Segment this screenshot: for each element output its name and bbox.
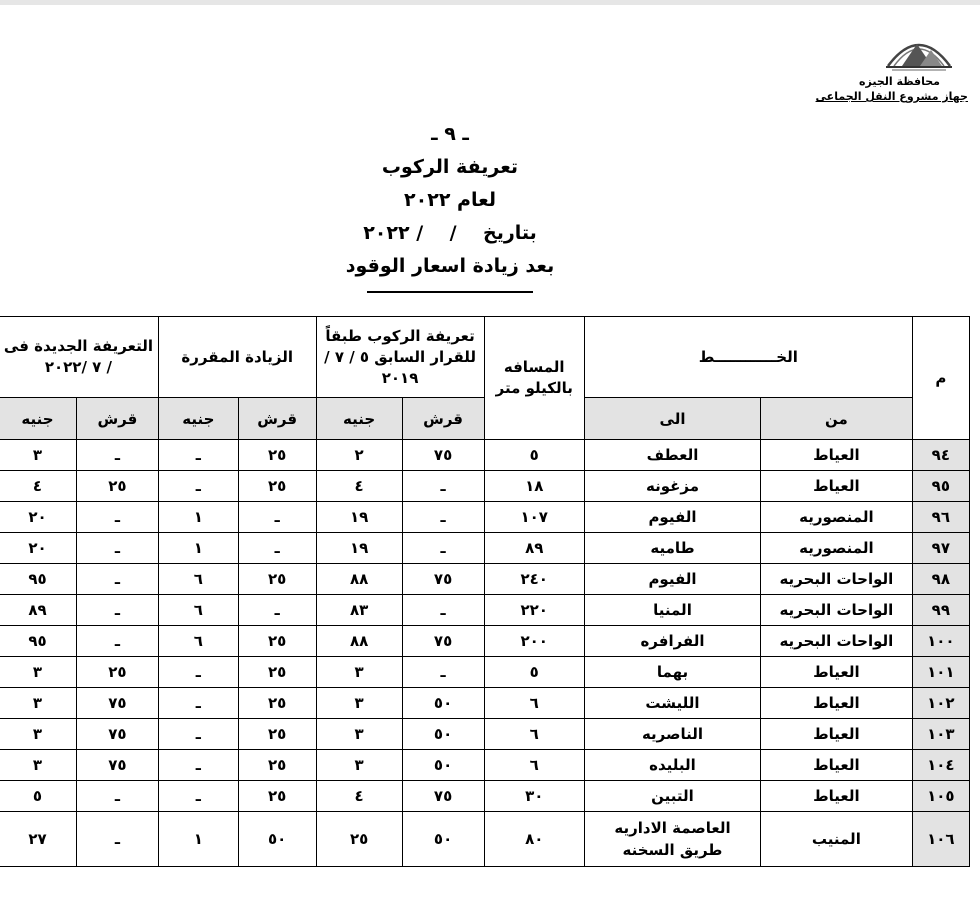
increase-piaster: ٢٥ [238,781,316,812]
new-fare-piaster: ـ [76,564,158,595]
old-fare-piaster: ـ [402,533,484,564]
route-from: العياط [761,781,913,812]
fare-table [0,316,970,867]
old-fare-piaster: ٥٠ [402,750,484,781]
route-to-line: بهما [656,663,689,681]
new-fare-pound: ٣ [0,719,76,750]
increase-piaster: ٢٥ [238,626,316,657]
old-fare-pound: ٨٨ [316,626,402,657]
distance-km: ٢٤٠ [484,564,584,595]
header-old-pound: جنيه [316,398,402,440]
route-to-line: الليشت [645,694,700,712]
old-fare-pound: ٣ [316,688,402,719]
increase-piaster: ـ [238,595,316,626]
old-fare-piaster: ٥٠ [402,812,484,867]
route-from: العياط [761,471,913,502]
new-fare-piaster: ـ [76,502,158,533]
route-to [584,719,760,750]
table-row [0,440,970,471]
route-to-line: طريق السخنه [622,841,723,859]
new-fare-piaster: ـ [76,781,158,812]
row-number: ١٠٤ [912,750,969,781]
table-row [0,502,970,533]
header-inc-piaster: قرش [238,398,316,440]
header-m: م [912,317,969,440]
route-to-line: العاصمة الاداريه [614,819,731,837]
route-to [584,440,760,471]
old-fare-piaster: ٧٥ [402,626,484,657]
distance-km: ٦ [484,688,584,719]
increase-pound: ١ [158,533,238,564]
old-fare-pound: ٣ [316,719,402,750]
governorate-name: محافظة الجيزه [859,75,940,88]
agency-name: جهاز مشروع النقل الجماعى [815,90,968,103]
header-new-fare: التعريفة الجديدة فى / ٧ /٢٠٢٢ [0,317,158,398]
increase-piaster: ٢٥ [238,471,316,502]
route-to-line: الفرافره [640,632,705,650]
new-fare-piaster: ٧٥ [76,688,158,719]
new-fare-pound: ٢٠ [0,533,76,564]
old-fare-pound: ٢ [316,440,402,471]
table-row [0,595,970,626]
new-fare-piaster: ٢٥ [76,657,158,688]
route-from: المنصوريه [761,502,913,533]
route-from: المنصوريه [761,533,913,564]
increase-piaster: ٢٥ [238,564,316,595]
table-row [0,471,970,502]
old-fare-piaster: ـ [402,595,484,626]
increase-piaster: ٢٥ [238,688,316,719]
route-to-line: الفيوم [648,570,697,588]
heading-underline [367,291,533,293]
table-row [0,688,970,719]
new-fare-pound: ٨٩ [0,595,76,626]
route-from: الواحات البحريه [761,626,913,657]
header-old-piaster: قرش [402,398,484,440]
new-fare-piaster: ـ [76,626,158,657]
route-from: الواحات البحريه [761,564,913,595]
route-to [584,502,760,533]
increase-pound: ٦ [158,626,238,657]
year-line: لعام ٢٠٢٢ [404,189,496,211]
table-row [0,657,970,688]
page-title: تعريفة الركوب [381,156,519,178]
distance-km: ١٠٧ [484,502,584,533]
route-to [584,471,760,502]
increase-pound: ١ [158,812,238,867]
increase-pound: ٦ [158,564,238,595]
old-fare-pound: ٣ [316,657,402,688]
old-fare-pound: ٣ [316,750,402,781]
row-number: ١٠٥ [912,781,969,812]
old-fare-pound: ١٩ [316,502,402,533]
distance-km: ٦ [484,750,584,781]
increase-pound: ـ [158,688,238,719]
increase-pound: ـ [158,440,238,471]
increase-piaster: ٢٥ [238,657,316,688]
route-to [584,564,760,595]
table-row [0,781,970,812]
new-fare-piaster: ٧٥ [76,750,158,781]
old-fare-pound: ١٩ [316,533,402,564]
subtitle: بعد زيادة اسعار الوقود [345,255,555,277]
new-fare-pound: ٢٧ [0,812,76,867]
document-heading [180,118,720,293]
old-fare-piaster: ٥٠ [402,688,484,719]
route-to-line: البليده [649,756,696,774]
header-inc-pound: جنيه [158,398,238,440]
new-fare-pound: ٣ [0,657,76,688]
new-fare-piaster: ـ [76,812,158,867]
route-to [584,657,760,688]
new-fare-pound: ٣ [0,750,76,781]
page-number: ـ ٩ ـ [431,123,469,145]
distance-km: ٥ [484,657,584,688]
table-row [0,564,970,595]
route-from: العياط [761,440,913,471]
row-number: ٩٦ [912,502,969,533]
new-fare-pound: ٣ [0,688,76,719]
new-fare-pound: ٤ [0,471,76,502]
route-to [584,688,760,719]
old-fare-piaster: ـ [402,502,484,533]
letterhead [798,30,968,104]
row-number: ٩٥ [912,471,969,502]
old-fare-pound: ٨٨ [316,564,402,595]
old-fare-pound: ٨٣ [316,595,402,626]
route-from: المنيب [761,812,913,867]
distance-km: ٢٢٠ [484,595,584,626]
increase-piaster: ٢٥ [238,719,316,750]
header-distance: المسافه بالكيلو متر [484,317,584,440]
new-fare-pound: ٩٥ [0,564,76,595]
route-to [584,533,760,564]
new-fare-piaster: ـ [76,595,158,626]
route-to-line: مزغونه [645,477,699,495]
header-route: الخــــــــــــط [584,317,912,398]
route-to-line: الفيوم [648,508,697,526]
increase-piaster: ٢٥ [238,750,316,781]
table-row [0,719,970,750]
row-number: ١٠٦ [912,812,969,867]
top-scroll-edge [0,0,980,5]
increase-pound: ـ [158,471,238,502]
table-row [0,533,970,564]
row-number: ٩٨ [912,564,969,595]
distance-km: ٨٩ [484,533,584,564]
header-old-fare: تعريفة الركوب طبقاً للقرار السابق ٥ / ٧ / ٢٠١٩ [316,317,484,398]
row-number: ١٠٠ [912,626,969,657]
header-increase: الزيادة المقررة [158,317,316,398]
table-row [0,750,970,781]
increase-piaster: ـ [238,502,316,533]
old-fare-piaster: ٧٥ [402,564,484,595]
old-fare-pound: ٢٥ [316,812,402,867]
increase-piaster: ٥٠ [238,812,316,867]
pyramids-logo-icon [884,30,954,72]
header-new-piaster: قرش [76,398,158,440]
new-fare-pound: ٢٠ [0,502,76,533]
route-from: العياط [761,688,913,719]
new-fare-pound: ٣ [0,440,76,471]
route-from: الواحات البحريه [761,595,913,626]
row-number: ١٠٢ [912,688,969,719]
old-fare-piaster: ٧٥ [402,440,484,471]
route-from: العياط [761,719,913,750]
route-to-line: العطف [646,446,699,464]
new-fare-piaster: ـ [76,533,158,564]
row-number: ٩٩ [912,595,969,626]
old-fare-pound: ٤ [316,471,402,502]
route-from: العياط [761,657,913,688]
route-to [584,626,760,657]
increase-pound: ـ [158,750,238,781]
route-to-line: المنيا [653,601,692,619]
distance-km: ٦ [484,719,584,750]
header-from: من [761,398,913,440]
old-fare-piaster: ـ [402,471,484,502]
route-from: العياط [761,750,913,781]
new-fare-piaster: ٢٥ [76,471,158,502]
table-row [0,626,970,657]
row-number: ١٠١ [912,657,969,688]
new-fare-piaster: ٧٥ [76,719,158,750]
route-to-line: طاميه [650,539,695,557]
increase-pound: ـ [158,781,238,812]
header-new-pound: جنيه [0,398,76,440]
old-fare-piaster: ٧٥ [402,781,484,812]
date-line: بتاريخ / / ٢٠٢٢ [363,222,537,244]
route-to [584,812,760,867]
row-number: ١٠٣ [912,719,969,750]
old-fare-piaster: ـ [402,657,484,688]
old-fare-pound: ٤ [316,781,402,812]
increase-pound: ٦ [158,595,238,626]
increase-piaster: ٢٥ [238,440,316,471]
increase-pound: ـ [158,657,238,688]
distance-km: ٣٠ [484,781,584,812]
route-to [584,781,760,812]
new-fare-pound: ٥ [0,781,76,812]
distance-km: ١٨ [484,471,584,502]
distance-km: ٢٠٠ [484,626,584,657]
old-fare-piaster: ٥٠ [402,719,484,750]
distance-km: ٥ [484,440,584,471]
header-to: الى [584,398,760,440]
new-fare-pound: ٩٥ [0,626,76,657]
route-to [584,750,760,781]
increase-piaster: ـ [238,533,316,564]
row-number: ٩٤ [912,440,969,471]
new-fare-piaster: ـ [76,440,158,471]
distance-km: ٨٠ [484,812,584,867]
row-number: ٩٧ [912,533,969,564]
increase-pound: ـ [158,719,238,750]
table-row [0,812,970,867]
route-to [584,595,760,626]
route-to-line: التبين [651,787,694,805]
increase-pound: ١ [158,502,238,533]
route-to-line: الناصريه [641,725,704,743]
